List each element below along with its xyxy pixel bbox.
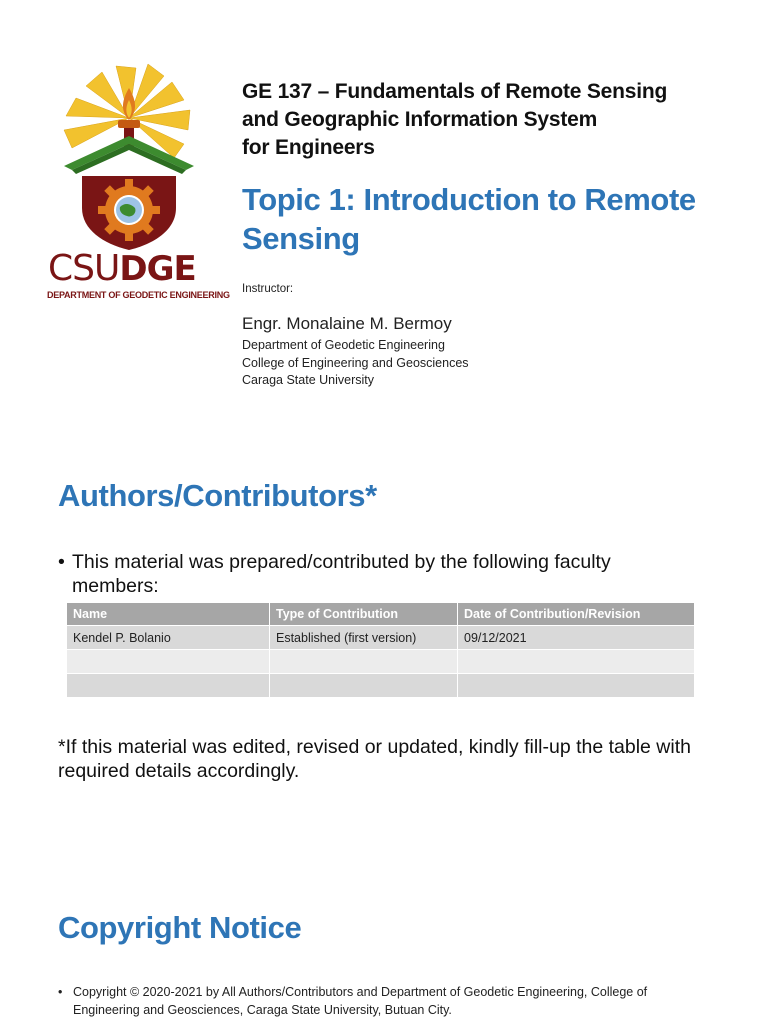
course-title-line: for Engineers xyxy=(242,136,375,159)
course-title-line: and Geographic Information System xyxy=(242,108,598,131)
table-header-type: Type of Contribution xyxy=(270,603,458,626)
table-cell xyxy=(270,674,458,698)
copyright-text: Copyright © 2020-2021 by All Authors/Contributors and Department of Geodetic Engineering, College of Engineering and Geosciences, Caraga State University, Butuan City. xyxy=(73,985,648,1017)
table-cell: Established (first version) xyxy=(270,626,458,650)
instructor-name: Engr. Monalaine M. Bermoy xyxy=(242,314,452,333)
topic-title xyxy=(242,180,742,258)
table-cell: Kendel P. Bolanio xyxy=(67,626,270,650)
authors-heading: Authors/Contributors* xyxy=(58,478,377,513)
table-cell xyxy=(67,674,270,698)
authors-bullet xyxy=(58,550,678,598)
table-header-name: Name xyxy=(67,603,270,626)
table-cell xyxy=(458,674,695,698)
copyright-bullet xyxy=(58,984,698,1019)
logo-department-text: DEPARTMENT OF GEODETIC ENGINEERING xyxy=(47,290,230,301)
bullet-icon: • xyxy=(58,551,65,573)
table-row xyxy=(67,674,695,698)
course-title-line: GE 137 – Fundamentals of Remote Sensing xyxy=(242,80,668,103)
table-cell xyxy=(458,650,695,674)
affiliation-line: College of Engineering and Geosciences xyxy=(242,355,469,370)
table-row xyxy=(67,626,695,650)
logo-emblem-icon xyxy=(44,58,214,253)
authors-bullet-text: This material was prepared/contributed by the following faculty members: xyxy=(72,551,611,597)
table-cell xyxy=(67,650,270,674)
bullet-icon: • xyxy=(58,985,63,999)
table-cell xyxy=(270,650,458,674)
table-header-date: Date of Contribution/Revision xyxy=(458,603,695,626)
affiliation-line: Caraga State University xyxy=(242,373,375,387)
topic-title-line: Sensing xyxy=(242,221,360,256)
logo-dge-text: DGE xyxy=(119,249,196,289)
instructor-label: Instructor: xyxy=(242,283,294,295)
table-cell: 09/12/2021 xyxy=(458,626,695,650)
affiliation-line: Department of Geodetic Engineering xyxy=(242,338,445,352)
instructor-affiliation xyxy=(242,337,469,390)
table-header-row xyxy=(67,603,695,626)
copyright-heading: Copyright Notice xyxy=(58,910,302,945)
course-title xyxy=(242,78,742,162)
logo-wordmark xyxy=(48,248,218,289)
topic-title-line: Topic 1: Introduction to Remote xyxy=(242,182,696,217)
logo-csu-text: CSU xyxy=(48,248,120,289)
table-row xyxy=(67,650,695,674)
csu-dge-logo xyxy=(44,58,230,308)
edit-note: *If this material was edited, revised or updated, kindly fill-up the table with required details accordingly. xyxy=(58,736,691,782)
contributors-table xyxy=(67,603,695,697)
